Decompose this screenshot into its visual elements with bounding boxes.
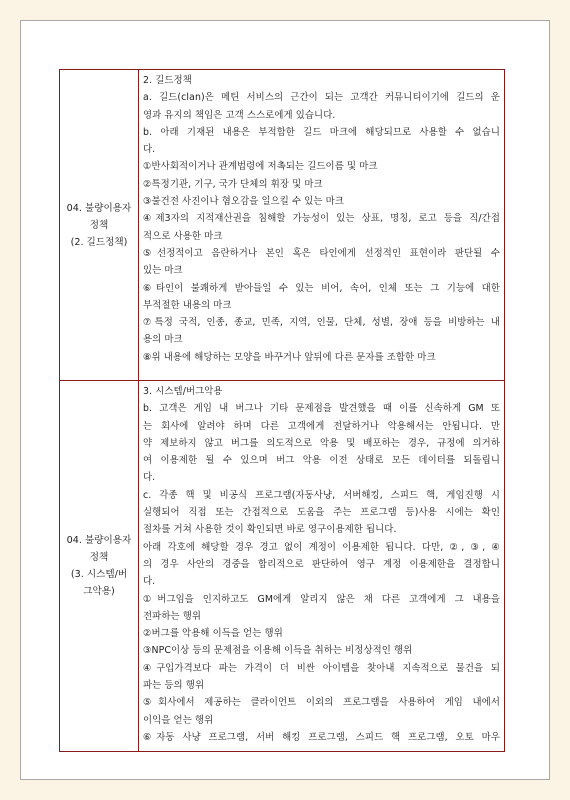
policy-text-line: ⑤선정적이고 음란하거나 본인 혹은 타인에게 선정적인 표현이라 판단될 수 <box>143 247 500 259</box>
policy-text-line: ③NPC이상 등의 문제점을 이용해 이득을 취하는 비정상적인 행위 <box>143 645 413 657</box>
policy-text-line: 는 회사에 알려야 하며 다른 고객에게 전달하거나 악용해서는 안됩니다. 만 <box>143 420 500 432</box>
policy-text-line: 이익을 얻는 행위 <box>143 714 214 726</box>
policy-text-line: 다. <box>143 144 156 156</box>
policy-text-line: 2. 길드정책 <box>143 75 192 86</box>
policy-table <box>59 69 505 752</box>
policy-text-line: 있는 마크 <box>143 265 183 277</box>
policy-text-line: ②버그를 악용해 이득을 얻는 행위 <box>143 628 283 640</box>
policy-label-line: 04. 불량이용자 <box>66 535 132 546</box>
policy-label-line: (3. 시스템/버 <box>70 569 128 580</box>
policy-text-line: c. 각종 핵 및 비공식 프로그램(자동사냥, 서버해킹, 스피드 핵, 게임진행 시 <box>143 489 500 501</box>
policy-text-line: 부적절한 내용의 마크 <box>143 299 232 311</box>
policy-text-line: 3. 시스템/버그악용 <box>143 386 223 397</box>
policy-text-line: 영과 유지의 책임은 고객 스스로에게 있습니다. <box>143 109 336 121</box>
policy-text-line: 다. <box>143 472 156 484</box>
policy-text-line: ⑥타인이 불쾌하게 받아들일 수 있는 비어, 속어, 인체 또는 그 기능에 대한 <box>143 282 500 294</box>
policy-label-line: 정책 <box>89 219 109 231</box>
policy-label-cell <box>60 381 139 752</box>
policy-text-line: ①반사회적이거나 관계법령에 저촉되는 길드이름 및 마크 <box>143 161 378 173</box>
policy-text-line: 파는 등의 행위 <box>143 680 205 692</box>
policy-text-line: ⑦특정 국적, 인종, 종교, 민족, 지역, 인물, 단체, 성별, 장애 등을 비방하는 내 <box>143 317 500 329</box>
policy-label-line: 그악용) <box>83 586 115 597</box>
policy-text-line: 여 이용제한 될 수 있으며 버그 악용 이전 상태로 모든 데이터를 되돌립니 <box>143 455 500 467</box>
policy-text-line: ⑥자동 사냥 프로그램, 서버 해킹 프로그램, 스피드 핵 프로그램, 오토 마우 <box>143 731 500 743</box>
policy-label-line: 정책 <box>89 552 109 563</box>
policy-text-line: b. 고객은 게임 내 버그나 기타 문제점을 발견했을 때 이를 신속하게 GM 또 <box>143 403 500 415</box>
policy-text-line: ④구입가격보다 파는 가격이 더 비싼 아이템을 찾아내 지속적으로 물건을 되 <box>143 662 500 674</box>
policy-text-line: 용의 마크 <box>143 334 183 346</box>
policy-row <box>60 381 505 752</box>
policy-content-cell <box>139 381 505 752</box>
policy-label-cell <box>60 70 139 381</box>
policy-content-cell <box>139 70 505 381</box>
policy-text-line: 아래 각호에 해당할 경우 경고 없이 계정이 이용제한 됩니다. 다만, ②, ③, ④ <box>143 541 500 553</box>
policy-text-line: 적으로 사용한 마크 <box>143 230 223 242</box>
policy-text-line: 절차를 거쳐 사용한 것이 확인되면 바로 영구이용제한 됩니다. <box>143 524 397 536</box>
policy-label-line: 04. 불량이용자 <box>66 202 132 214</box>
policy-text-line: ③불건전 사진이나 혐오감을 일으킬 수 있는 마크 <box>143 196 344 208</box>
policy-text-line: 의 경우 사안의 경중을 합리적으로 판단하여 영구 계정 이용제한을 결정합니 <box>143 558 500 570</box>
policy-text-line: 전파하는 행위 <box>143 610 202 622</box>
policy-text-line: ④제3자의 지적재산권을 침해할 가능성이 있는 상표, 명칭, 로고 등을 직/간접 <box>143 213 500 225</box>
policy-text-line: 약 제보하지 않고 버그를 의도적으로 악용 및 배포하는 경우, 규정에 의거하 <box>143 437 500 449</box>
policy-text-line: 다. <box>143 576 156 588</box>
policy-text-line: ①버그임을 인지하고도 GM에게 알리지 않은 채 다른 고객에게 그 내용을 <box>143 593 500 605</box>
policy-label-line: (2. 길드정책) <box>70 236 128 248</box>
policy-text-line: ⑤회사에서 제공하는 클라이언트 이외의 프로그램을 사용하여 게임 내에서 <box>143 697 500 709</box>
policy-text-line: 실행되어 직접 또는 간접적으로 도움을 주는 프로그램 등)사용 시에는 확인 <box>143 507 500 519</box>
policy-text-line: b. 아래 기재된 내용은 부적합한 길드 마크에 해당되므로 사용할 수 없습니 <box>143 126 500 138</box>
policy-text-line: a. 길드(clan)은 메틴 서비스의 근간이 되는 고객간 커뮤니티이기에 길드의 운 <box>143 92 500 104</box>
policy-row <box>60 70 505 381</box>
policy-text-line: ②특정기관, 기구, 국가 단체의 휘장 및 마크 <box>143 178 323 190</box>
policy-text-line: ⑧위 내용에 해당하는 모양을 바꾸거나 앞뒤에 다른 문자를 조합한 마크 <box>143 351 436 363</box>
